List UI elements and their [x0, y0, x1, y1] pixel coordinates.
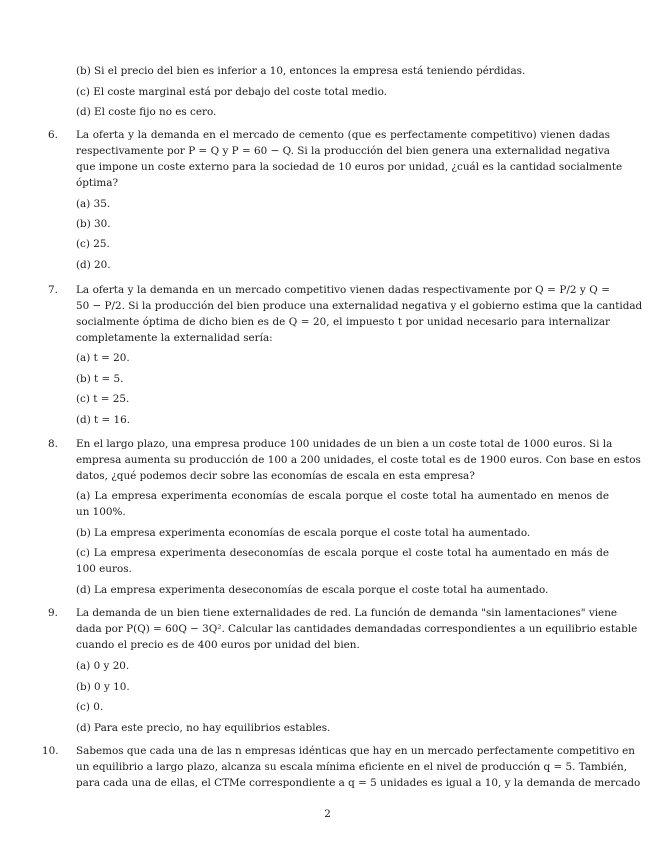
question-line: un equilibrio a largo plazo, alcanza su escala mínima eficiente en el nivel de producción q = 5. También,	[76, 761, 628, 773]
question-line: 50 − P/2. Si la producción del bien produce una externalidad negativa y el gobierno estima que la cantidad	[76, 300, 643, 312]
question-number: 6.	[48, 129, 58, 141]
option-6a: (a) 35.	[76, 198, 111, 210]
question-number: 9.	[48, 607, 58, 619]
question-line: dada por P(Q) = 60Q − 3Q². Calcular las cantidades demandadas correspondientes a un equilibrio estable	[76, 623, 638, 635]
option-6d: (d) 20.	[76, 259, 111, 271]
option-9d: (d) Para este precio, no hay equilibrios estables.	[76, 722, 331, 734]
question-line: La oferta y la demanda en un mercado competitivo vienen dadas respectivamente por Q = P/2 y Q =	[76, 284, 610, 296]
option-8d: (d) La empresa experimenta deseconomías de escala porque el coste total ha aumentado.	[76, 584, 549, 596]
option-9b: (b) 0 y 10.	[76, 681, 130, 693]
question-number: 7.	[48, 284, 58, 296]
question-line: cuando el precio es de 400 euros por unidad del bien.	[76, 639, 360, 651]
question-text	[76, 127, 623, 191]
option-5c: (c) El coste marginal está por debajo del coste total medio.	[76, 86, 387, 98]
option-7d: (d) t = 16.	[76, 414, 131, 426]
question-line: La demanda de un bien tiene externalidades de red. La función de demanda "sin lamentaciones" viene	[76, 607, 618, 619]
option-7a: (a) t = 20.	[76, 352, 130, 364]
option-8b: (b) La empresa experimenta economías de escala porque el coste total ha aumentado.	[76, 527, 531, 539]
question-line: Sabemos que cada una de las n empresas idénticas que hay en un mercado perfectamente competitivo en	[76, 745, 635, 757]
question-number: 8.	[48, 438, 58, 450]
question-text	[76, 743, 641, 791]
question-line: empresa aumenta su producción de 100 a 200 unidades, el coste total es de 1900 euros. Con base en estos	[76, 454, 641, 466]
option-5d: (d) El coste fijo no es cero.	[76, 106, 217, 118]
page-number: 2	[324, 808, 331, 820]
option-9a: (a) 0 y 20.	[76, 660, 130, 672]
question-line: para cada una de ellas, el CTMe correspondiente a q = 5 unidades es igual a 10, y la demanda de mercado	[76, 777, 641, 789]
option-8a: (a) La empresa experimenta economías de escala porque el coste total ha aumentado en menos de un 100%.	[76, 490, 609, 518]
question-text	[76, 605, 638, 653]
option-6c: (c) 25.	[76, 238, 110, 250]
question-line: datos, ¿qué podemos decir sobre las economías de escala en esta empresa?	[76, 470, 475, 482]
question-number: 10.	[42, 745, 59, 757]
option-6b: (b) 30.	[76, 218, 111, 230]
question-line: óptima?	[76, 177, 119, 189]
question-line: socialmente óptima de dicho bien es de Q = 20, el impuesto t por unidad necesario para internalizar	[76, 316, 610, 328]
option-9c: (c) 0.	[76, 701, 104, 713]
question-line: respectivamente por P = Q y P = 60 − Q. Si la producción del bien genera una externalidad negativa	[76, 145, 610, 157]
option-8c: (c) La empresa experimenta deseconomías de escala porque el coste total ha aumentado en más de 100 euros.	[76, 547, 609, 575]
question-line: completamente la externalidad sería:	[76, 332, 273, 344]
question-line: que impone un coste externo para la sociedad de 10 euros por unidad, ¿cuál es la cantidad socialmente	[76, 161, 623, 173]
question-text	[76, 436, 641, 484]
option-7b: (b) t = 5.	[76, 373, 124, 385]
option-7c: (c) t = 25.	[76, 393, 130, 405]
option-5b: (b) Si el precio del bien es inferior a 10, entonces la empresa está teniendo pérdidas.	[76, 65, 526, 77]
question-line: En el largo plazo, una empresa produce 100 unidades de un bien a un coste total de 1000 euros. Si la	[76, 438, 613, 450]
question-text	[76, 282, 643, 346]
question-line: La oferta y la demanda en el mercado de cemento (que es perfectamente competitivo) vienen dadas	[76, 129, 610, 141]
